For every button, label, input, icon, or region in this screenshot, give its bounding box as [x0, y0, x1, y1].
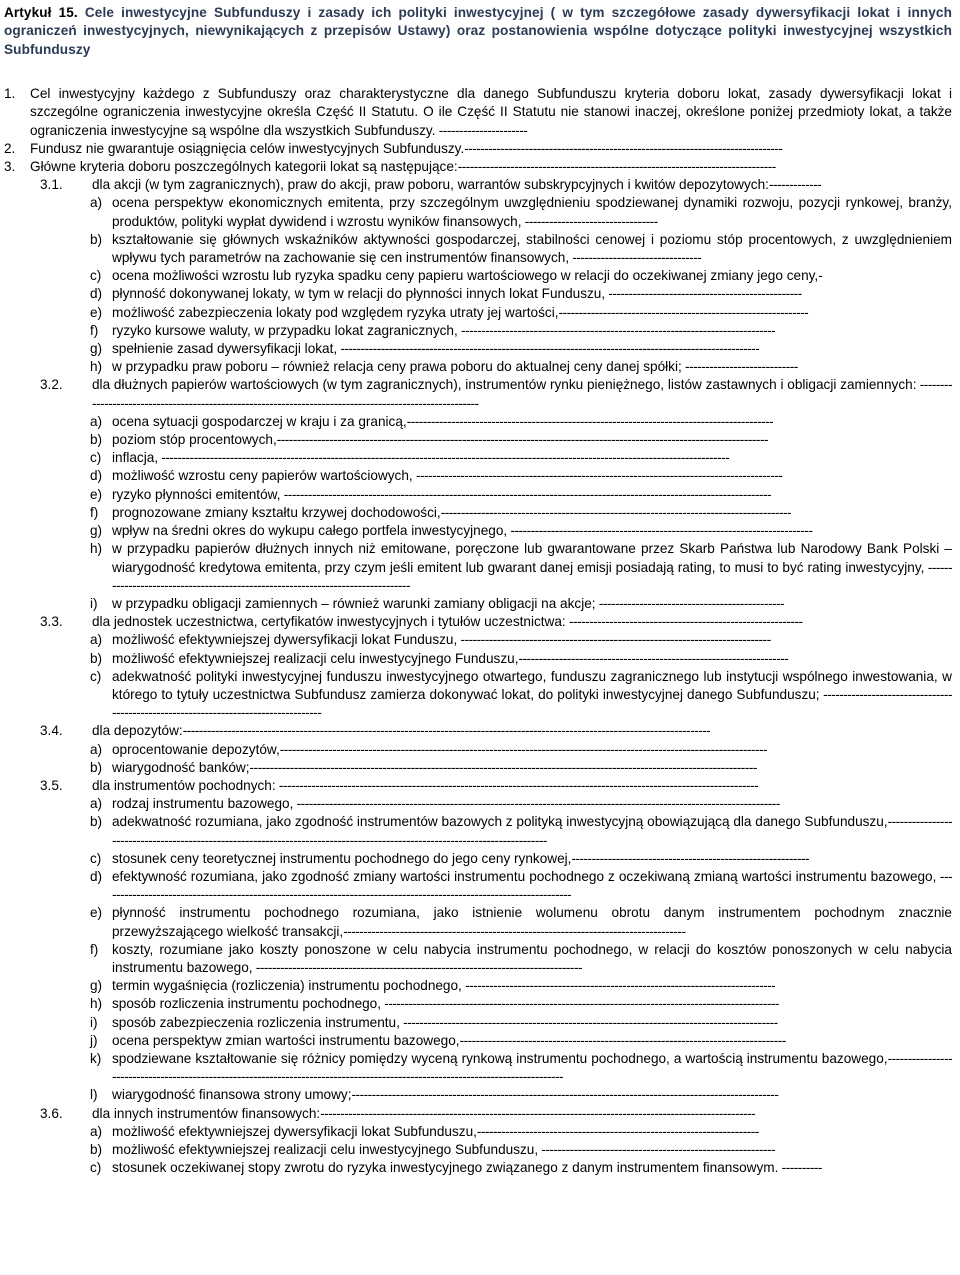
dash-leader: --------------------------------------------------------------------------------------------------------------------------------	[112, 1050, 952, 1085]
criteria-list	[4, 85, 952, 1177]
dash-leader: ------------------------------------------------------------------------------------------------------------	[320, 1105, 756, 1121]
article-label: Artykuł 15.	[4, 5, 78, 20]
dash-leader: --------------------------------------------------------------------------------	[112, 559, 952, 593]
list-item	[4, 504, 952, 522]
dash-leader: -------------------------------------------------------------------------------------------	[406, 413, 774, 429]
item-number: 3.1.	[40, 177, 63, 193]
item-text: możliwość zabezpieczenia lokaty pod względem ryzyka utraty jej wartości,	[112, 304, 559, 320]
list-item	[4, 1086, 952, 1104]
item-text: ocena perspektyw zmian wartości instrumentu bazowego,	[112, 1032, 460, 1048]
dash-leader: -------------------------------------------------------------------------------------------	[412, 468, 783, 484]
list-item	[4, 85, 952, 140]
item-number: c)	[90, 450, 102, 466]
list-item	[4, 340, 952, 358]
item-text: efektywność rozumiana, jako zgodność zmiany wartości instrumentu pochodnego z oczekiwaną zmianą wartości instrumentu bazowego,	[112, 868, 937, 884]
dash-leader: -----------------------------------------------------------------------------	[461, 978, 776, 994]
item-text: termin wygaśnięcia (rozliczenia) instrumentu pochodnego,	[112, 978, 462, 994]
item-number: e)	[90, 304, 103, 320]
dash-leader: ---------------------------------	[521, 213, 658, 229]
dash-leader: -----------------------------------------------------------------------------------------------------------------------	[275, 777, 759, 793]
item-number: 1.	[4, 86, 16, 102]
item-text: płynność dokonywanej lokaty, w tym w relacji do płynności innych lokat Funduszu,	[112, 286, 606, 302]
item-text: adekwatność rozumiana, jako zgodność instrumentów bazowych z polityką inwestycyjną obowiązującą dla danego Subfunduszu,	[112, 814, 888, 830]
item-text: spełnienie zasad dywersyfikacji lokat,	[112, 341, 338, 357]
item-number: 3.5.	[40, 777, 63, 793]
item-text: stosunek oczekiwanej stopy zwrotu do ryzyka inwestycyjnego związanego z danym instrumentem finansowym.	[112, 1160, 779, 1176]
list-item	[4, 540, 952, 595]
item-number: h)	[90, 541, 103, 557]
list-item	[4, 1032, 952, 1050]
list-item	[4, 904, 952, 940]
item-number: c)	[90, 668, 102, 684]
item-text: spodziewane kształtowanie się różnicy pomiędzy wyceną rynkową instrumentu pochodnego, a wartością instrumentu bazowego,	[112, 1050, 888, 1066]
list-item	[4, 795, 952, 813]
item-number: 2.	[4, 140, 16, 156]
list-item	[4, 267, 952, 285]
item-number: f)	[90, 941, 99, 957]
list-item	[4, 777, 952, 795]
dash-leader: -------------------------------------------------------------------------------------------------------------------------	[279, 741, 768, 757]
item-text: sposób rozliczenia instrumentu pochodnego,	[112, 996, 382, 1012]
item-text: dla jednostek uczestnictwa, certyfikatów inwestycyjnych i tytułów uczestnictwa:	[92, 614, 566, 630]
dash-leader: -----------------------------------------------------------------------------------------------------------------------------------	[182, 723, 711, 739]
dash-leader: ----------	[778, 1160, 822, 1176]
item-text: wiarygodność finansowa strony umowy;	[112, 1087, 352, 1103]
item-text: stosunek ceny teoretycznej instrumentu pochodnego do jego ceny rynkowej,	[112, 850, 572, 866]
dash-leader: -------------------------------------------------------------------------------------------------------------------------	[280, 486, 772, 502]
item-number: 3.3.	[40, 614, 63, 630]
item-number: b)	[90, 231, 103, 247]
item-text: możliwość efektywniejszej realizacji celu inwestycyjnego Subfunduszu,	[112, 1142, 539, 1157]
item-number: d)	[90, 868, 103, 884]
item-text: w przypadku obligacji zamiennych – również warunki zamiany obligacji na akcje;	[112, 595, 596, 611]
item-number: g)	[90, 978, 103, 994]
list-item	[4, 1123, 952, 1141]
dash-leader: ------------------------------------------------------------------------------	[457, 322, 776, 338]
article-heading	[4, 4, 952, 59]
item-number: f)	[90, 322, 99, 338]
dash-leader: -------------------------------------------------------------------	[518, 650, 789, 666]
list-item	[4, 868, 952, 904]
item-number: 3.	[4, 159, 16, 175]
item-number: b)	[90, 1142, 103, 1157]
dash-leader: ------------------------------------------------------------------------------------	[112, 686, 952, 721]
list-item	[4, 631, 952, 649]
dash-leader: --------------------------------	[569, 250, 702, 266]
list-item	[4, 467, 952, 485]
item-text: adekwatność polityki inwestycyjnej funduszu inwestycyjnego otwartego, funduszu zagranicznego lub instytucji wspólnego inwestowania, w którego to tytuły uczestnictwa Subfundusz zamierza dokonywać lokat, do polityki inwestycyjnej danego Subfunduszu;	[112, 668, 952, 702]
item-number: c)	[90, 1160, 102, 1176]
item-text: możliwość wzrostu ceny papierów wartościowych,	[112, 468, 413, 484]
dash-leader: ---------------------------------------------------------------------------------------------	[399, 1014, 778, 1030]
dash-leader: ----------------------------	[681, 359, 798, 375]
item-number: f)	[90, 504, 99, 520]
list-item	[4, 486, 952, 504]
item-text: prognozowane zmiany kształtu krzywej dochodowości,	[112, 504, 441, 520]
list-item	[4, 813, 952, 849]
item-number: e)	[90, 905, 103, 921]
item-number: 3.4.	[40, 723, 63, 739]
list-item	[4, 650, 952, 668]
item-number: h)	[90, 359, 103, 375]
list-item	[4, 413, 952, 431]
dash-leader: ---------------------------------------------------------------------------------------------------------------------	[112, 868, 952, 903]
item-number: e)	[90, 486, 103, 502]
dash-leader: ------------------------------------------------	[605, 286, 802, 302]
item-text: ocena perspektyw ekonomicznych emitenta, przy szczególnym uwzględnieniu spodziewanej dynamiki rozwoju, pozycji rynkowej, branży, produktów, polityki wypłat dywidend i wzrostu wyników finansowych,	[112, 195, 952, 229]
list-item	[4, 176, 952, 194]
dash-leader: -------------------------------------------------------------------------------	[457, 159, 776, 175]
item-number: b)	[90, 814, 103, 830]
item-text: sposób zabezpieczenia rozliczenia instrumentu,	[112, 1014, 400, 1030]
list-item	[4, 613, 952, 631]
dash-leader: ----------------------	[435, 122, 528, 138]
dash-leader: ----------------------------------------------	[595, 595, 785, 611]
list-item	[4, 140, 952, 158]
item-number: a)	[90, 195, 103, 211]
list-item	[4, 595, 952, 613]
list-item	[4, 1105, 952, 1123]
dash-leader: --------------------------------------------------------------------------------------------------------	[337, 341, 760, 357]
dash-leader: ---------------------------------------------------------------------------------------------------------------------------------------------	[158, 450, 730, 466]
dash-leader: -	[818, 268, 823, 284]
item-number: c)	[90, 268, 102, 284]
dash-leader: -------------------------------------------------------------------------------	[464, 140, 783, 156]
list-item	[4, 850, 952, 868]
dash-leader: ----------------------------------------------------------	[565, 614, 803, 630]
list-item	[4, 741, 952, 759]
list-item	[4, 431, 952, 449]
item-text: ryzyko kursowe waluty, w przypadku lokat zagranicznych,	[112, 322, 458, 338]
item-text: ocena możliwości wzrostu lub ryzyka spadku ceny papieru wartościowego w relacji do oczekiwanej zmiany jego ceny,	[112, 268, 819, 284]
item-number: a)	[90, 632, 103, 648]
dash-leader: --------------------------------------------------------------------------------------------------------	[92, 377, 952, 411]
item-text: oprocentowanie depozytów,	[112, 741, 280, 757]
item-number: c)	[90, 850, 102, 866]
dash-leader: ------------------------------------------------------------------------------------------------------------------------	[293, 796, 780, 812]
item-text: kształtowanie się głównych wskaźników aktywności gospodarczej, stabilności cenowej i poziomu stóp procentowych, z uwzględnieniem wpływu tych parametrów na zachowanie się cen instrumentów finansowych,	[112, 231, 952, 266]
list-item	[4, 668, 952, 723]
item-text: możliwość efektywniejszej realizacji celu inwestycyjnego Funduszu,	[112, 650, 519, 666]
item-number: a)	[90, 796, 103, 812]
dash-leader: --------------------------------------------------------------------------------------------------------------------------	[276, 432, 768, 448]
item-text: ocena sytuacji gospodarczej w kraju i za granicą,	[112, 413, 407, 429]
item-text: dla depozytów:	[92, 723, 183, 739]
list-item	[4, 1050, 952, 1086]
article-title: Cele inwestycyjne Subfunduszy i zasady ich polityki inwestycyjnej ( w tym szczegółowe zasady dywersyfikacji lokat i innych ograniczeń inwestycyjnych, niewynikających z przepisów Ustawy) oraz postanowienia wspólne dotyczące polityki inwestycyjnej wszystkich Subfunduszy	[4, 5, 952, 57]
item-text: możliwość efektywniejszej dywersyfikacji lokat Subfunduszu,	[112, 1123, 477, 1139]
dash-leader: --------------------------------------------------------------	[558, 304, 809, 320]
item-number: a)	[90, 1123, 103, 1139]
dash-leader: ----------------------------------------------------------------------------------------------------------------------------	[112, 814, 952, 848]
list-item	[4, 995, 952, 1013]
item-text: dla instrumentów pochodnych:	[92, 777, 276, 793]
dash-leader: ----------------------------------------------------------------------------------------------------------	[351, 1087, 779, 1103]
list-item	[4, 194, 952, 230]
item-number: a)	[90, 741, 103, 757]
list-item	[4, 1014, 952, 1032]
item-number: h)	[90, 996, 103, 1012]
list-item	[4, 1159, 952, 1177]
item-number: d)	[90, 286, 103, 302]
list-item	[4, 376, 952, 412]
item-number: j)	[90, 1032, 98, 1048]
item-text: poziom stóp procentowych,	[112, 432, 277, 448]
dash-leader: ---------------------------------------------------------------------------------	[459, 1032, 786, 1048]
list-item	[4, 304, 952, 322]
item-number: k)	[90, 1050, 102, 1066]
item-text: koszty, rozumiane jako koszty ponoszone w celu nabycia instrumentu pochodnego, w relacji do kosztów ponoszonych w celu nabycia instrumentu bazowego,	[112, 941, 952, 975]
item-number: i)	[90, 1014, 98, 1030]
item-text: rodzaj instrumentu bazowego,	[112, 796, 294, 812]
dash-leader: -------------	[768, 177, 822, 193]
list-item	[4, 158, 952, 176]
item-text: wpływ na średni okres do wykupu całego portfela inwestycyjnego,	[112, 523, 508, 539]
item-text: wiarygodność banków;	[112, 759, 250, 775]
item-number: b)	[90, 650, 103, 666]
dash-leader: ---------------------------------------------------------------------------------	[252, 959, 583, 975]
item-text: Cel inwestycyjny każdego z Subfunduszy oraz charakterystyczne dla danego Subfunduszu kryteria doboru lokat, zasady dywersyfikacji lokat i szczególne ograniczenia inwestycyjne określa Część II Statutu. O ile Część II Statutu nie stanowi inaczej, określone poniżej przedmioty lokat, a także ograniczenia inwestycyjne są wspólne dla wszystkich Subfunduszy.	[30, 86, 952, 138]
item-text: inflacja,	[112, 450, 159, 466]
item-number: i)	[90, 595, 98, 611]
list-item	[4, 358, 952, 376]
item-text: ryzyko płynności emitentów,	[112, 486, 281, 502]
list-item	[4, 231, 952, 267]
dash-leader: ----------------------------------------------------------	[538, 1142, 775, 1157]
list-item	[4, 941, 952, 977]
dash-leader: -----------------------------------------------------------	[571, 850, 810, 866]
item-number: b)	[90, 759, 103, 775]
item-number: a)	[90, 413, 103, 429]
list-item	[4, 285, 952, 303]
item-number: g)	[90, 523, 103, 539]
item-text: płynność instrumentu pochodnego rozumiana, jako istnienie wolumenu obrotu danym instrumentem pochodnym znacznie przewyższającego wielkość transakcji,	[112, 905, 952, 939]
dash-leader: ---------------------------------------------------------------------------	[507, 523, 813, 539]
dash-leader: -------------------------------------------------------------------------------------	[343, 923, 686, 939]
item-number: l)	[90, 1087, 98, 1103]
item-text: Główne kryteria doboru poszczególnych kategorii lokat są następujące:	[30, 159, 458, 175]
dash-leader: ------------------------------------------------------------------------------------------------------------------------------	[249, 759, 757, 775]
list-item	[4, 322, 952, 340]
item-text: dla dłużnych papierów wartościowych (w tym zagranicznych), instrumentów rynku pieniężnego, listów zastawnych i obligacji zamiennych:	[92, 377, 917, 393]
list-item	[4, 449, 952, 467]
list-item	[4, 759, 952, 777]
item-number: 3.6.	[40, 1105, 63, 1121]
item-number: d)	[90, 468, 103, 484]
item-text: w przypadku praw poboru – również relacja ceny prawa poboru do aktualnej ceny danej spółki;	[112, 359, 682, 375]
dash-leader: -----------------------------------------------------------------------------	[457, 632, 771, 648]
list-item	[4, 522, 952, 540]
item-text: możliwość efektywniejszej dywersyfikacji lokat Funduszu,	[112, 632, 458, 648]
list-item	[4, 722, 952, 740]
list-item	[4, 1141, 952, 1159]
item-text: dla innych instrumentów finansowych:	[92, 1105, 321, 1121]
dash-leader: ----------------------------------------------------------------------	[476, 1123, 759, 1139]
item-number: b)	[90, 432, 103, 448]
item-text: dla akcji (w tym zagranicznych), praw do akcji, praw poboru, warrantów subskrypcyjnych i kwitów depozytowych:	[92, 177, 769, 193]
item-number: g)	[90, 341, 103, 357]
item-number: 3.2.	[40, 377, 63, 393]
dash-leader: --------------------------------------------------------------------------------------------------	[381, 996, 779, 1012]
item-text: Fundusz nie gwarantuje osiągnięcia celów inwestycyjnych Subfunduszy.	[30, 140, 465, 156]
dash-leader: ---------------------------------------------------------------------------------------	[440, 504, 792, 520]
item-text: w przypadku papierów dłużnych innych niż emitowane, poręczone lub gwarantowane przez Skarb Państwa lub Narodowy Bank Polski – wiarygodność kredytowa emitenta, przy czym jeśli emitent lub gwarant danej emisji posiadają rating, to musi to być rating inwestycyjny,	[112, 541, 952, 575]
list-item	[4, 977, 952, 995]
